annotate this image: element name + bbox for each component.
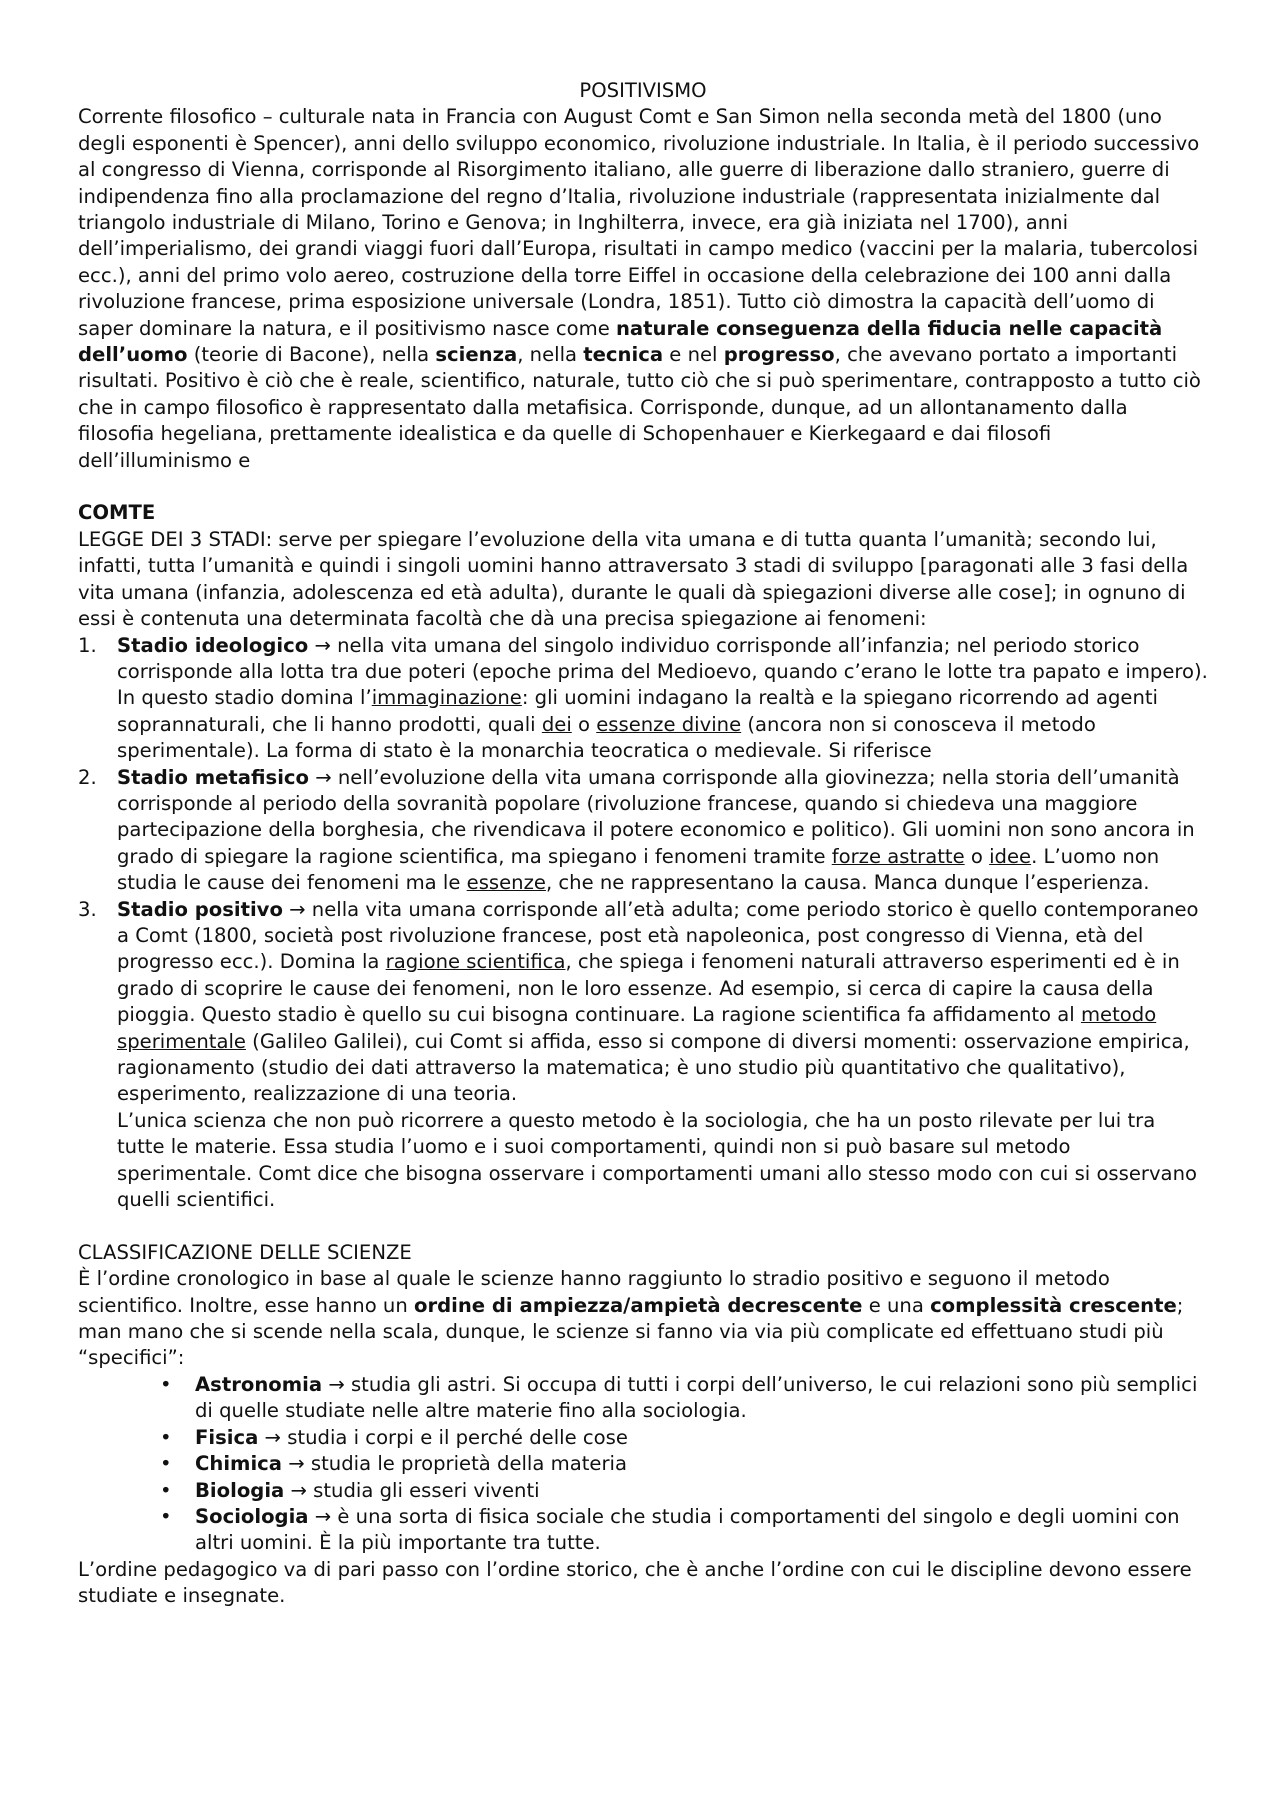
legge-paragraph: LEGGE DEI 3 STADI: serve per spiegare l’evoluzione della vita umana e di tutta quanta l’umanità; secondo lui, infatti, tutta l’umanità e quindi i singoli uomini hanno attraversato 3 stadi di sviluppo [paragonati alle 3 fasi della vita umana (infanzia, adolescenza ed età adulta), durante le quali dà spiegazioni diverse alle cose]; in ognuno di essi è contenuta una determinata facoltà che dà una precisa spiegazione ai fenomeni: bbox=[78, 527, 1189, 631]
stadi-list bbox=[78, 633, 1208, 1214]
list-item: • Chimica → studia le proprietà della materia bbox=[78, 1451, 1208, 1477]
list-item: • Astronomia → studia gli astri. Si occupa di tutti i corpi dell’universo, le cui relazioni sono più semplici di quelle studiate nelle altre materie fino alla sociologia. bbox=[160, 1372, 1198, 1423]
list-number: 3. bbox=[78, 897, 97, 921]
conclusione-paragraph: L’ordine pedagogico va di pari passo con l’ordine storico, che è anche l’ordine con cui le discipline devono essere studiate e insegnate. bbox=[78, 1557, 1192, 1608]
scienze-list bbox=[78, 1372, 1208, 1557]
list-number: 2. bbox=[78, 765, 97, 789]
page-title: POSITIVISMO bbox=[579, 79, 707, 102]
spacer bbox=[78, 1213, 1208, 1239]
bullet: • bbox=[160, 1452, 172, 1476]
list-item: 1. Stadio ideologico → nella vita umana del singolo individuo corrisponde all’infanzia; nel periodo storico corrisponde alla lotta tra due poteri (epoche prima del Medioevo, quando c’erano le lotte tra papato e impero). In questo stadio domina l’immaginazione: gli uomini indagano la realtà e la spiegano ricorrendo ad agenti soprannaturali, che li hanno prodotti, quali dei o essenze divine (ancora non si conosceva il metodo sperimentale). La forma di stato è la monarchia teocratica o medievale. Si riferisce bbox=[78, 633, 1208, 763]
list-item: • Fisica → studia i corpi e il perché delle cose bbox=[78, 1425, 1208, 1451]
spacer bbox=[78, 474, 1208, 500]
bullet: • bbox=[160, 1478, 172, 1502]
list-item: 2. Stadio metafisico → nell’evoluzione della vita umana corrisponde alla giovinezza; nella storia dell’umanità corrisponde al periodo della sovranità popolare (rivoluzione francese, quando si chiedeva una maggiore partecipazione della borghesia, che rivendicava il potere economico e politico). Gli uomini non sono ancora in grado di spiegare la ragione scientifica, ma spiegano i fenomeni tramite forze astratte o idee. L’uomo non studia le cause dei fenomeni ma le essenze, che ne rappresentano la causa. Manca dunque l’esperienza. bbox=[78, 765, 1195, 895]
stadio-extra-paragraph: L’unica scienza che non può ricorrere a questo metodo è la sociologia, che ha un posto rilevate per lui tra tutte le materie. Essa studia l’uomo e i suoi comportamenti, quindi non si può basare sul metodo sperimentale. Comt dice che bisogna osservare i comportamenti umani allo stesso modo con cui si osservano quelli scientifici. bbox=[117, 1108, 1197, 1212]
stadio-name: Stadio ideologico bbox=[117, 633, 309, 657]
stadio-name: Stadio metafisico bbox=[117, 765, 309, 789]
list-item: • Biologia → studia gli esseri viventi bbox=[78, 1478, 1208, 1504]
stadio-name: Stadio positivo bbox=[117, 897, 283, 921]
bullet: • bbox=[160, 1504, 172, 1528]
scienza-name: Astronomia bbox=[195, 1372, 323, 1396]
classificazione-paragraph: È l’ordine cronologico in base al quale le scienze hanno raggiunto lo stradio positivo e seguono il metodo scientifico. Inoltre, esse hanno un ordine di ampiezza/ampietà decrescente e una complessità crescente; man mano che si scende nella scala, dunque, le scienze si fanno via via più complicate ed effettuano studi più “specifici”: bbox=[78, 1267, 1184, 1370]
scienza-name: Sociologia bbox=[195, 1504, 309, 1528]
list-item: • Sociologia → è una sorta di fisica sociale che studia i comportamenti del singolo e degli uomini con altri uomini. È la più importante tra tutte. bbox=[160, 1504, 1180, 1555]
intro-paragraph: Corrente filosofico – culturale nata in Francia con August Comt e San Simon nella seconda metà del 1800 (uno degli esponenti è Spencer), anni dello sviluppo economico, rivoluzione industriale. In Italia, è il periodo successivo al congresso di Vienna, corrisponde al Risorgimento italiano, alle guerre di liberazione dallo straniero, guerre di indipendenza fino alla proclamazione del regno d’Italia, rivoluzione industriale (rappresentata inizialmente dal triangolo industriale di Milano, Torino e Genova; in Inghilterra, invece, era già iniziata nel 1700), anni dell’imperialismo, dei grandi viaggi fuori dall’Europa, risultati in campo medico (vaccini per la malaria, tubercolosi ecc.), anni del primo volo aereo, costruzione della torre Eiffel in occasione della celebrazione dei 100 anni dalla rivoluzione francese, prima esposizione universale (Londra, 1851). Tutto ciò dimostra la capacità dell’uomo di saper dominare la natura, e il positivismo nasce come naturale conseguenza della fiducia nelle capacità dell’uomo (teorie di Bacone), nella scienza, nella tecnica e nel progresso, che avevano portato a importanti risultati. Positivo è ciò che è reale, scientifico, naturale, tutto ciò che si può sperimentare, contrapposto a tutto ciò che in campo filosofico è rappresentato dalla metafisica. Corrisponde, dunque, ad un allontanamento dalla filosofia hegeliana, prettamente idealistica e da quelle di Schopenhauer e Kierkegaard e dai filosofi dell’illuminismo e bbox=[78, 105, 1201, 472]
scienza-name: Fisica bbox=[195, 1425, 259, 1449]
bullet: • bbox=[160, 1372, 172, 1396]
scienza-name: Biologia bbox=[195, 1478, 285, 1502]
bullet: • bbox=[160, 1425, 172, 1449]
list-item: 3. Stadio positivo → nella vita umana corrisponde all’età adulta; come periodo storico è quello contemporaneo a Comt (1800, società post rivoluzione francese, post età napoleonica, post congresso di Vienna, età del progresso ecc.). Domina la ragione scientifica, che spiega i fenomeni naturali attraverso esperimenti ed è in grado di scoprire le cause dei fenomeni, non le loro essenze. Ad esempio, si cerca di capire la causa della pioggia. Questo stadio è quello su cui bisogna continuare. La ragione scientifica fa affidamento al metodo sperimentale (Galileo Galilei), cui Comt si affida, esso si compone di diversi momenti: osservazione empirica, ragionamento (studio dei dati attraverso la matematica; è uno studio più quantitativo che qualitativo), esperimento, realizzazione di una teoria. L’unica scienza che non può ricorrere a questo metodo è la sociologia, che ha un posto rilevate per lui tra tutte le materie. Essa studia l’uomo e i suoi comportamenti, quindi non si può basare sul metodo sperimentale. Comt dice che bisogna osservare i comportamenti umani allo stesso modo con cui si osservano quelli scientifici. bbox=[78, 897, 1208, 1214]
list-number: 1. bbox=[78, 633, 97, 657]
classificazione-heading: CLASSIFICAZIONE DELLE SCIENZE bbox=[78, 1240, 412, 1264]
comte-heading: COMTE bbox=[78, 501, 156, 525]
scienza-name: Chimica bbox=[195, 1452, 283, 1476]
